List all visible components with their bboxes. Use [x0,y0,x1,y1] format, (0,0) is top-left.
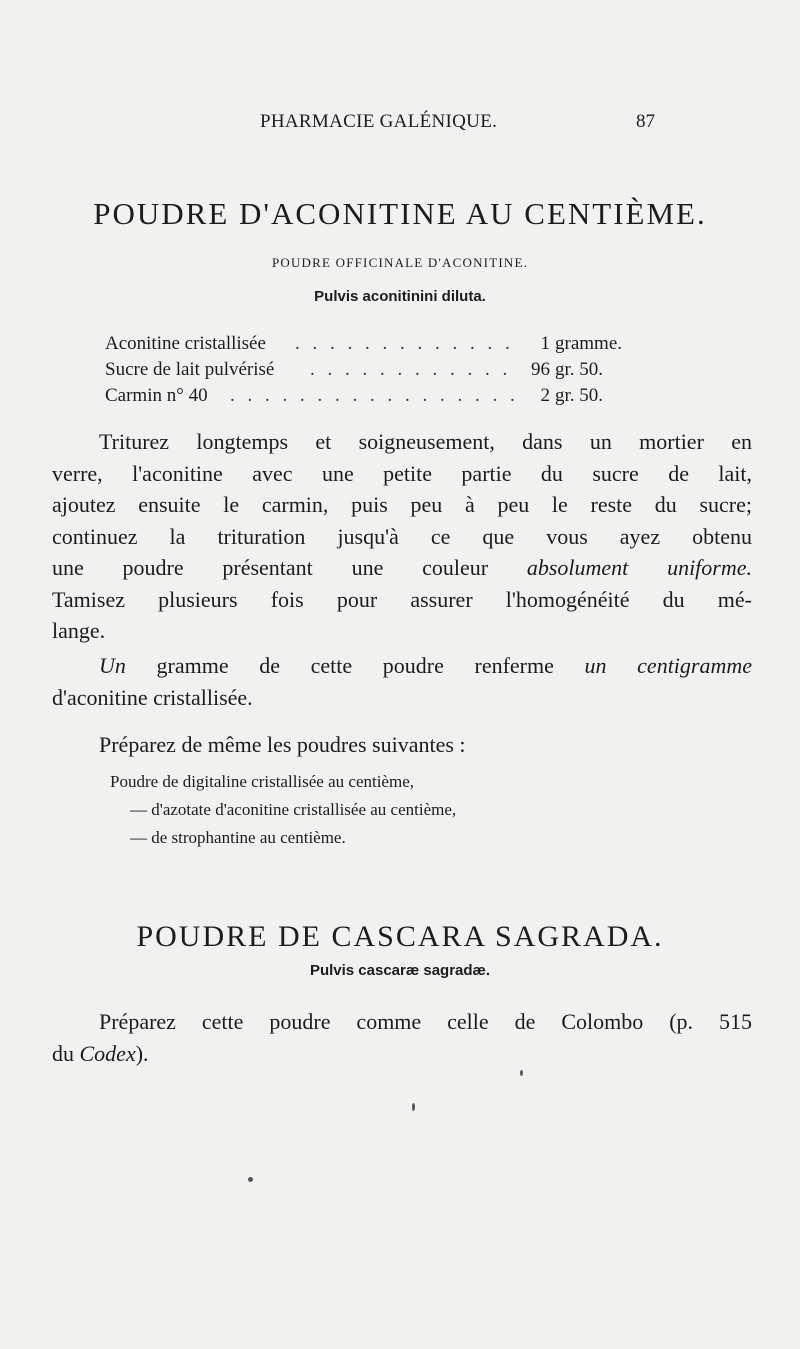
text-line [52,650,752,682]
ink-speck [520,1070,523,1076]
ingredient-unit: gr. 50. [555,385,604,406]
latin-name-cascara: Pulvis cascaræ sagradæ. [309,962,491,979]
ink-speck [412,1103,415,1111]
leader-dots: . . . . . . . . . . . . [310,359,512,380]
emphasis-text: absolument uniforme. [526,555,753,580]
text-line: d'aconitine cristallisée. [52,684,253,710]
ingredient-unit: gr. 50. [555,359,604,380]
text-fragment: du [52,1040,74,1066]
text-line: ajoutez ensuite le carmin, puis peu à peu le reste du sucre; [52,492,752,517]
text-line: verre, l'aconitine avec une petite partie du sucre de lait, [52,460,752,486]
page-number: 87 [636,111,655,132]
paragraph-dosage [52,650,752,713]
leader-dots: . . . . . . . . . . . . . . . . . [230,385,519,406]
text-line: Préparez cette poudre comme celle de Colombo (p. 515 [99,1009,752,1034]
section-title-cascara: POUDRE DE CASCARA SAGRADA. [136,920,664,953]
ingredient-name: Sucre de lait pulvérisé [105,359,275,380]
ingredient-name: Aconitine cristallisée [105,333,266,354]
ink-speck [248,1177,253,1182]
text-fragment: gramme de cette poudre renferme [156,653,554,678]
running-title: PHARMACIE GALÉNIQUE. [260,111,498,132]
section-subtitle-officinale: POUDRE OFFICINALE D'ACONITINE. [271,255,529,270]
ingredient-quantity: 1 [540,333,550,354]
list-item: — d'azotate d'aconitine cristallisée au centième, [130,800,457,819]
text-line [52,552,752,584]
text-line [52,1038,752,1070]
paragraph-instructions [52,426,752,647]
emphasis-text: Codex [79,1040,136,1066]
leader-dots: . . . . . . . . . . . . . [295,333,514,354]
text-fragment: une poudre présentant une couleur [52,555,489,580]
list-item: Poudre de digitaline cristallisée au centième, [110,772,414,791]
ingredient-unit: gramme. [555,333,623,354]
text-line: Tamisez plusieurs fois pour assurer l'homogénéité du mé- [52,586,752,612]
recipe-row [105,385,625,411]
ingredient-quantity: 96 [531,359,550,380]
text-line: Triturez longtemps et soigneusement, dans un mortier en [99,429,752,454]
section-title-aconitine: POUDRE D'ACONITINE AU CENTIÈME. [93,196,707,231]
list-item: — de strophantine au centième. [130,828,346,847]
running-header [0,111,800,141]
recipe-row [105,333,625,359]
recipe-row [105,359,625,385]
latin-name-aconitine: Pulvis aconitinini diluta. [314,288,486,305]
text-line: continuez la trituration jusqu'à ce que vous ayez obtenu [52,523,752,549]
text-line: lange. [52,618,106,643]
text-line: Préparez de même les poudres suivantes : [99,732,466,757]
ingredient-quantity: 2 [540,385,550,406]
ingredient-name: Carmin n° 40 [105,385,208,406]
paragraph-preparez [52,729,752,761]
text-fragment: ). [135,1040,149,1066]
emphasis-text: un centigramme [584,653,753,678]
recipe-table [105,333,625,411]
emphasis-text: Un [99,653,126,678]
paragraph-cascara [52,1006,752,1069]
